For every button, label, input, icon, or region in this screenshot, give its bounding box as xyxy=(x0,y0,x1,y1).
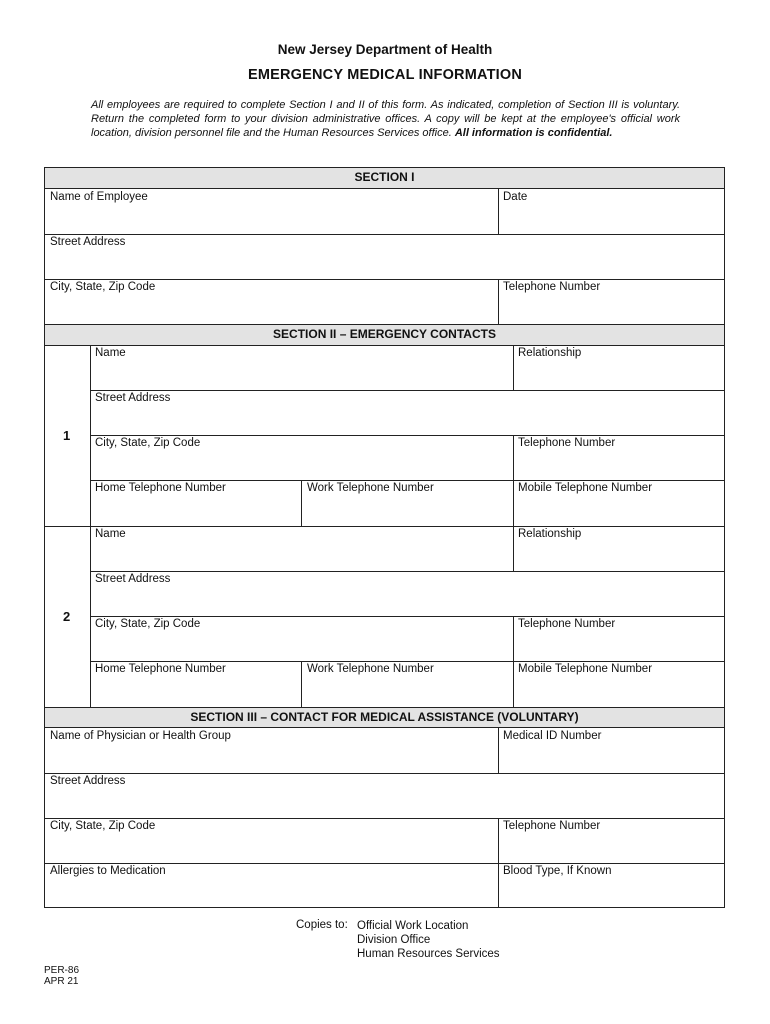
confidential-notice: All information is confidential. xyxy=(454,127,613,139)
section-1-heading: SECTION I xyxy=(45,168,724,189)
copies-label: Copies to: xyxy=(296,919,348,931)
contact-1-telephone-field[interactable]: Telephone Number xyxy=(518,437,616,449)
contact-2-city-state-zip-field[interactable]: City, State, Zip Code xyxy=(95,618,201,630)
contact-1-work-telephone-field[interactable]: Work Telephone Number xyxy=(307,482,434,494)
physician-telephone-field[interactable]: Telephone Number xyxy=(503,820,601,832)
instructions-text: All employees are required to complete Section I and II of this form. As indicated, completion of Section III is voluntary. Return the completed form to your division administrative offices. A copy will be kept at the employee's official work location, division personnel file and the Human Resources Services office. xyxy=(91,99,680,139)
allergies-field[interactable]: Allergies to Medication xyxy=(50,865,166,877)
contact-1-number: 1 xyxy=(63,428,71,443)
form-code-block xyxy=(44,965,79,987)
copy-recipient: Human Resources Services xyxy=(357,948,500,960)
contact-2-name-field[interactable]: Name xyxy=(95,528,126,540)
contact-1-home-telephone-field[interactable]: Home Telephone Number xyxy=(95,482,226,494)
organization-name: New Jersey Department of Health xyxy=(277,42,493,57)
contact-2-number: 2 xyxy=(63,609,71,624)
contact-2-street-address-field[interactable]: Street Address xyxy=(95,573,171,585)
contact-1-street-address-field[interactable]: Street Address xyxy=(95,392,171,404)
contact-1-relationship-field[interactable]: Relationship xyxy=(518,347,582,359)
form-code: PER-86 xyxy=(44,965,80,976)
contact-2-mobile-telephone-field[interactable]: Mobile Telephone Number xyxy=(518,663,653,675)
contact-1-city-state-zip-field[interactable]: City, State, Zip Code xyxy=(95,437,201,449)
contact-1-name-field[interactable]: Name xyxy=(95,347,126,359)
emergency-form xyxy=(44,167,725,908)
form-revision: APR 21 xyxy=(44,976,79,987)
section-2-heading: SECTION II – EMERGENCY CONTACTS xyxy=(45,324,724,346)
street-address-field[interactable]: Street Address xyxy=(50,236,126,248)
date-field[interactable]: Date xyxy=(503,191,528,203)
physician-city-state-zip-field[interactable]: City, State, Zip Code xyxy=(50,820,156,832)
contact-2-home-telephone-field[interactable]: Home Telephone Number xyxy=(95,663,226,675)
contact-2-telephone-field[interactable]: Telephone Number xyxy=(518,618,616,630)
copy-recipient: Division Office xyxy=(357,934,431,946)
name-of-employee-field[interactable]: Name of Employee xyxy=(50,191,148,203)
section-3-heading: SECTION III – CONTACT FOR MEDICAL ASSISTANCE (VOLUNTARY) xyxy=(45,707,724,728)
contact-2-relationship-field[interactable]: Relationship xyxy=(518,528,582,540)
physician-street-address-field[interactable]: Street Address xyxy=(50,775,126,787)
copy-recipient: Official Work Location xyxy=(357,920,469,932)
contact-2-work-telephone-field[interactable]: Work Telephone Number xyxy=(307,663,434,675)
instructions xyxy=(91,98,680,140)
copies-list xyxy=(357,919,500,961)
blood-type-field[interactable]: Blood Type, If Known xyxy=(503,865,612,877)
contact-1-mobile-telephone-field[interactable]: Mobile Telephone Number xyxy=(518,482,653,494)
physician-field[interactable]: Name of Physician or Health Group xyxy=(50,730,231,742)
city-state-zip-field[interactable]: City, State, Zip Code xyxy=(50,281,156,293)
form-title: EMERGENCY MEDICAL INFORMATION xyxy=(247,67,523,83)
telephone-number-field[interactable]: Telephone Number xyxy=(503,281,601,293)
medical-id-field[interactable]: Medical ID Number xyxy=(503,730,602,742)
